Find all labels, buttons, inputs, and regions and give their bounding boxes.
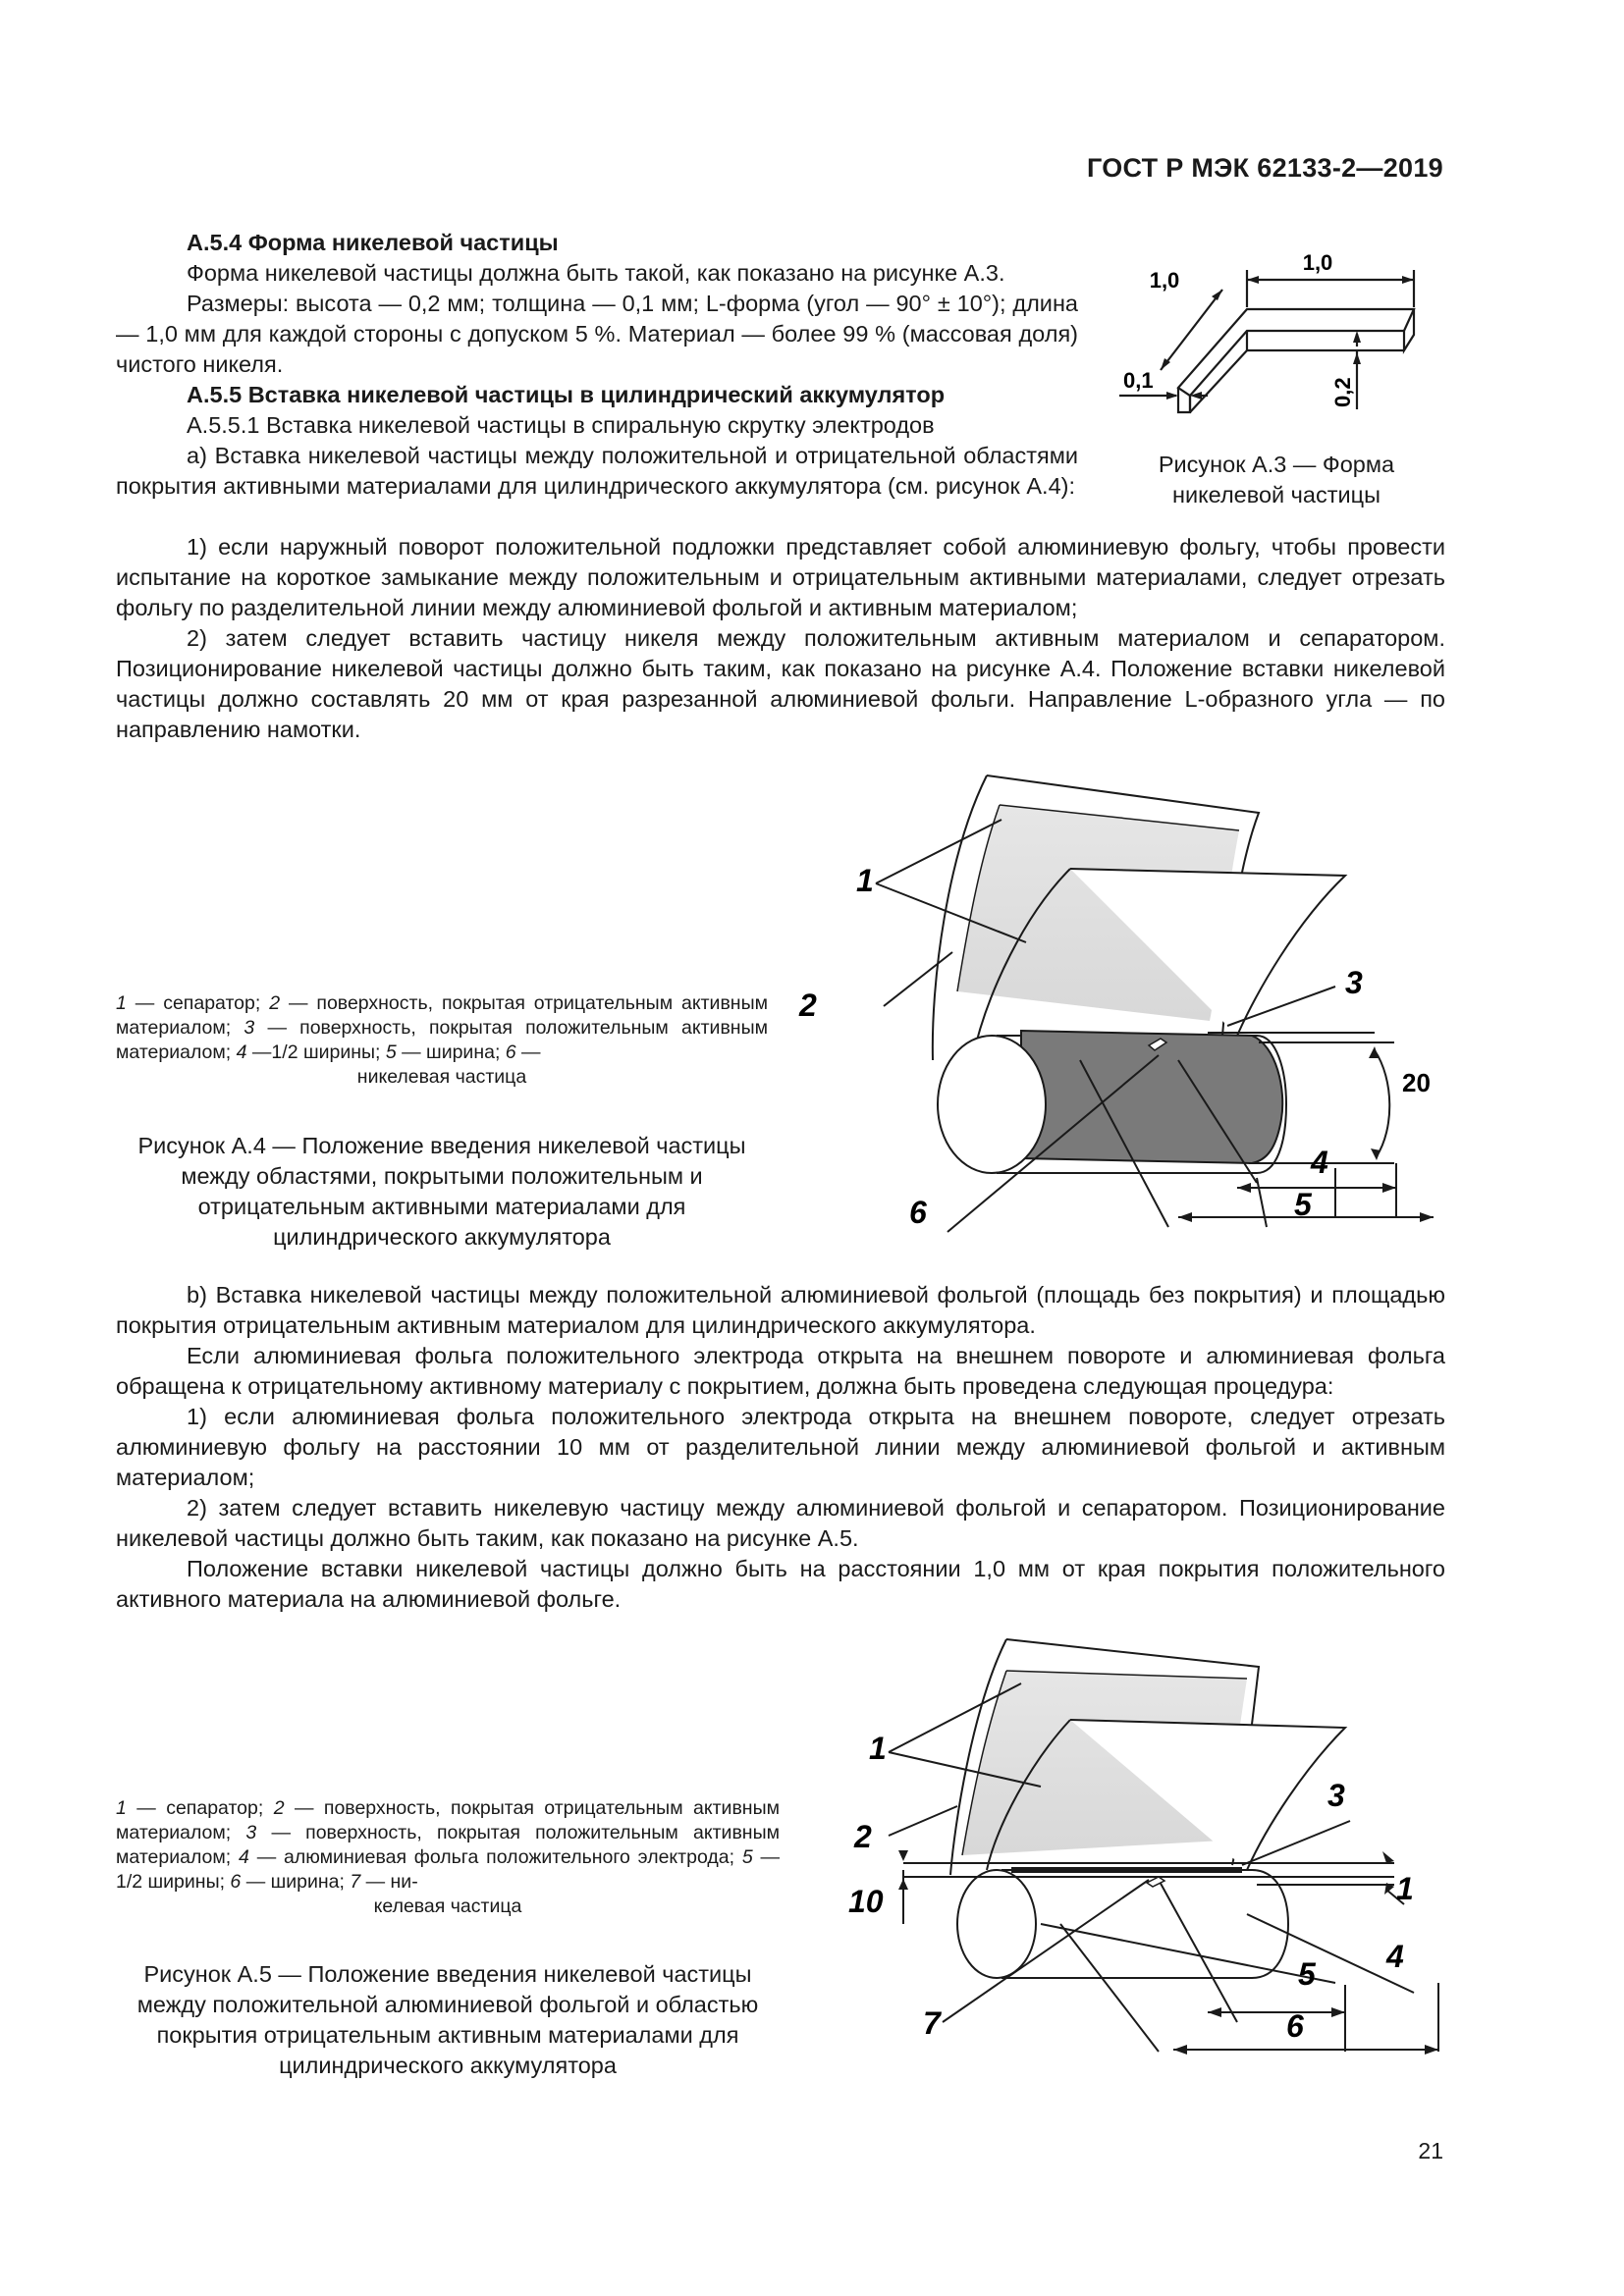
- page-number: 21: [1418, 2138, 1443, 2163]
- fig-a5-label-2: 2: [854, 1819, 872, 1854]
- fig-a4-label-4: 4: [1311, 1145, 1328, 1180]
- section-a55-title: А.5.5 Вставка никелевой частицы в цилиндрический аккумулятор: [187, 382, 946, 407]
- fig-a4-label-5: 5: [1294, 1187, 1312, 1222]
- fig-a5-label-3: 3: [1327, 1778, 1345, 1813]
- fig-a4-label-1: 1: [856, 863, 874, 898]
- fig-a5-label-4: 4: [1386, 1939, 1404, 1974]
- item-a1: 1) если наружный поворот положительной подложки представляет собой алюминиевую фольгу, чтобы провести испытание на короткое замыкание между положительным и отрицательным активными материалами, следует отрезать фольгу по разделительной линии между алюминиевой фольгой и активным материалом;: [116, 534, 1445, 620]
- fig-a5-dim-1: 1: [1396, 1871, 1414, 1906]
- section-a54-p2: Размеры: высота — 0,2 мм; толщина — 0,1 мм; L-форма (угол — 90° ± 10°); длина — 1,0 мм для каждой стороны с допуском 5 %. Материал — более 99 % (массовая доля) чистого никеля.: [116, 291, 1078, 377]
- fig-a5-label-10: 10: [848, 1884, 884, 1919]
- fig-a4-label-2: 2: [799, 988, 817, 1023]
- fig-a5-label-5: 5: [1298, 1956, 1316, 1992]
- figure-a5-drawing: [785, 1629, 1453, 2101]
- figure-a4-drawing: [785, 766, 1453, 1237]
- section-a55-item-a: а) Вставка никелевой частицы между положительной и отрицательной областями покрытия активными материалами для цилиндрического аккумулятора (см. рисунок А.4):: [116, 443, 1078, 499]
- fig-a5-label-7: 7: [923, 2005, 941, 2041]
- dim-length-top: 1,0: [1302, 250, 1333, 275]
- item-b: b) Вставка никелевой частицы между положительной алюминиевой фольгой (площадь без покрытия) и площадью покрытия отрицательным активным материалом для цилиндрического аккумулятора.: [116, 1282, 1445, 1338]
- item-b1: 1) если алюминиевая фольга положительного электрода открыта на внешнем повороте, следует отрезать алюминиевую фольгу на расстоянии 10 мм от разделительной линии между алюминиевой фольгой и активным материалом;: [116, 1404, 1445, 1490]
- dim-height: 0,2: [1330, 377, 1355, 407]
- fig-a4-dim-20: 20: [1402, 1068, 1431, 1097]
- item-b-procedure: Если алюминиевая фольга положительного электрода открыта на внешнем повороте и алюминиевая фольга обращена к отрицательному активному материалу с покрытием, должна быть проведена следующая процедура:: [116, 1343, 1445, 1399]
- section-a551-title: А.5.5.1 Вставка никелевой частицы в спиральную скрутку электродов: [187, 412, 935, 438]
- item-a2: 2) затем следует вставить частицу никеля между положительным активным материалом и сепаратором. Позиционирование никелевой частицы должно быть таким, как показано на рисунке А.4. Положение вставки никелевой частицы должно составлять 20 мм от края разрезанной алюминиевой фольги. Направление L-образного угла — по направлению намотки.: [116, 625, 1445, 742]
- section-a55-items: [116, 532, 1445, 745]
- section-a54-title: А.5.4 Форма никелевой частицы: [187, 230, 559, 255]
- figure-a4-caption: Рисунок А.4 — Положение введения никелевой частицы между областями, покрытыми положительным и отрицательным активными материалами для цилиндрического аккумулятора: [137, 1133, 746, 1250]
- item-b-text: [116, 1280, 1445, 1615]
- figure-a3-caption: Рисунок А.3 — Форма никелевой частицы: [1158, 452, 1395, 507]
- fig-a4-label-6: 6: [909, 1195, 927, 1230]
- item-b2: 2) затем следует вставить никелевую частицу между алюминиевой фольгой и сепаратором. Позиционирование никелевой частицы должно быть таким, как показано на рисунке А.5.: [116, 1495, 1445, 1551]
- fig-a4-label-3: 3: [1345, 965, 1363, 1000]
- figure-a3-drawing: [1100, 240, 1453, 437]
- dim-thickness: 0,1: [1123, 368, 1154, 393]
- figure-a5-legend: 1 — сепаратор; 2 — поверхность, покрытая отрицательным активным материалом; 3 — поверхность, покрытая положительным активным материалом; 4 — алюминиевая фольга положительного электрода; 5 — 1/2 ширины; 6 — ширина; 7 — ни- келевая частица: [116, 1797, 780, 1917]
- dim-length-side: 1,0: [1149, 268, 1180, 293]
- figure-a5-caption: Рисунок А.5 — Положение введения никелевой частицы между положительной алюминиевой фольгой и областью покрытия отрицательным активным материалами для цилиндрического аккумулятора: [136, 1961, 759, 2078]
- figure-a4-legend: 1 — сепаратор; 2 — поверхность, покрытая отрицательным активным материалом; 3 — поверхность, покрытая положительным активным материалом; 4 —1/2 ширины; 5 — ширина; 6 — никелевая частица: [116, 992, 768, 1088]
- section-a54-text: [116, 228, 1078, 502]
- fig-a5-label-6: 6: [1286, 2008, 1304, 2044]
- document-code: ГОСТ Р МЭК 62133-2—2019: [1086, 153, 1443, 183]
- fig-a5-label-1: 1: [869, 1731, 887, 1766]
- section-a54-p1: Форма никелевой частицы должна быть такой, как показано на рисунке А.3.: [187, 260, 1005, 286]
- item-b3: Положение вставки никелевой частицы должно быть на расстоянии 1,0 мм от края покрытия положительного активного материала на алюминиевой фольге.: [116, 1556, 1445, 1612]
